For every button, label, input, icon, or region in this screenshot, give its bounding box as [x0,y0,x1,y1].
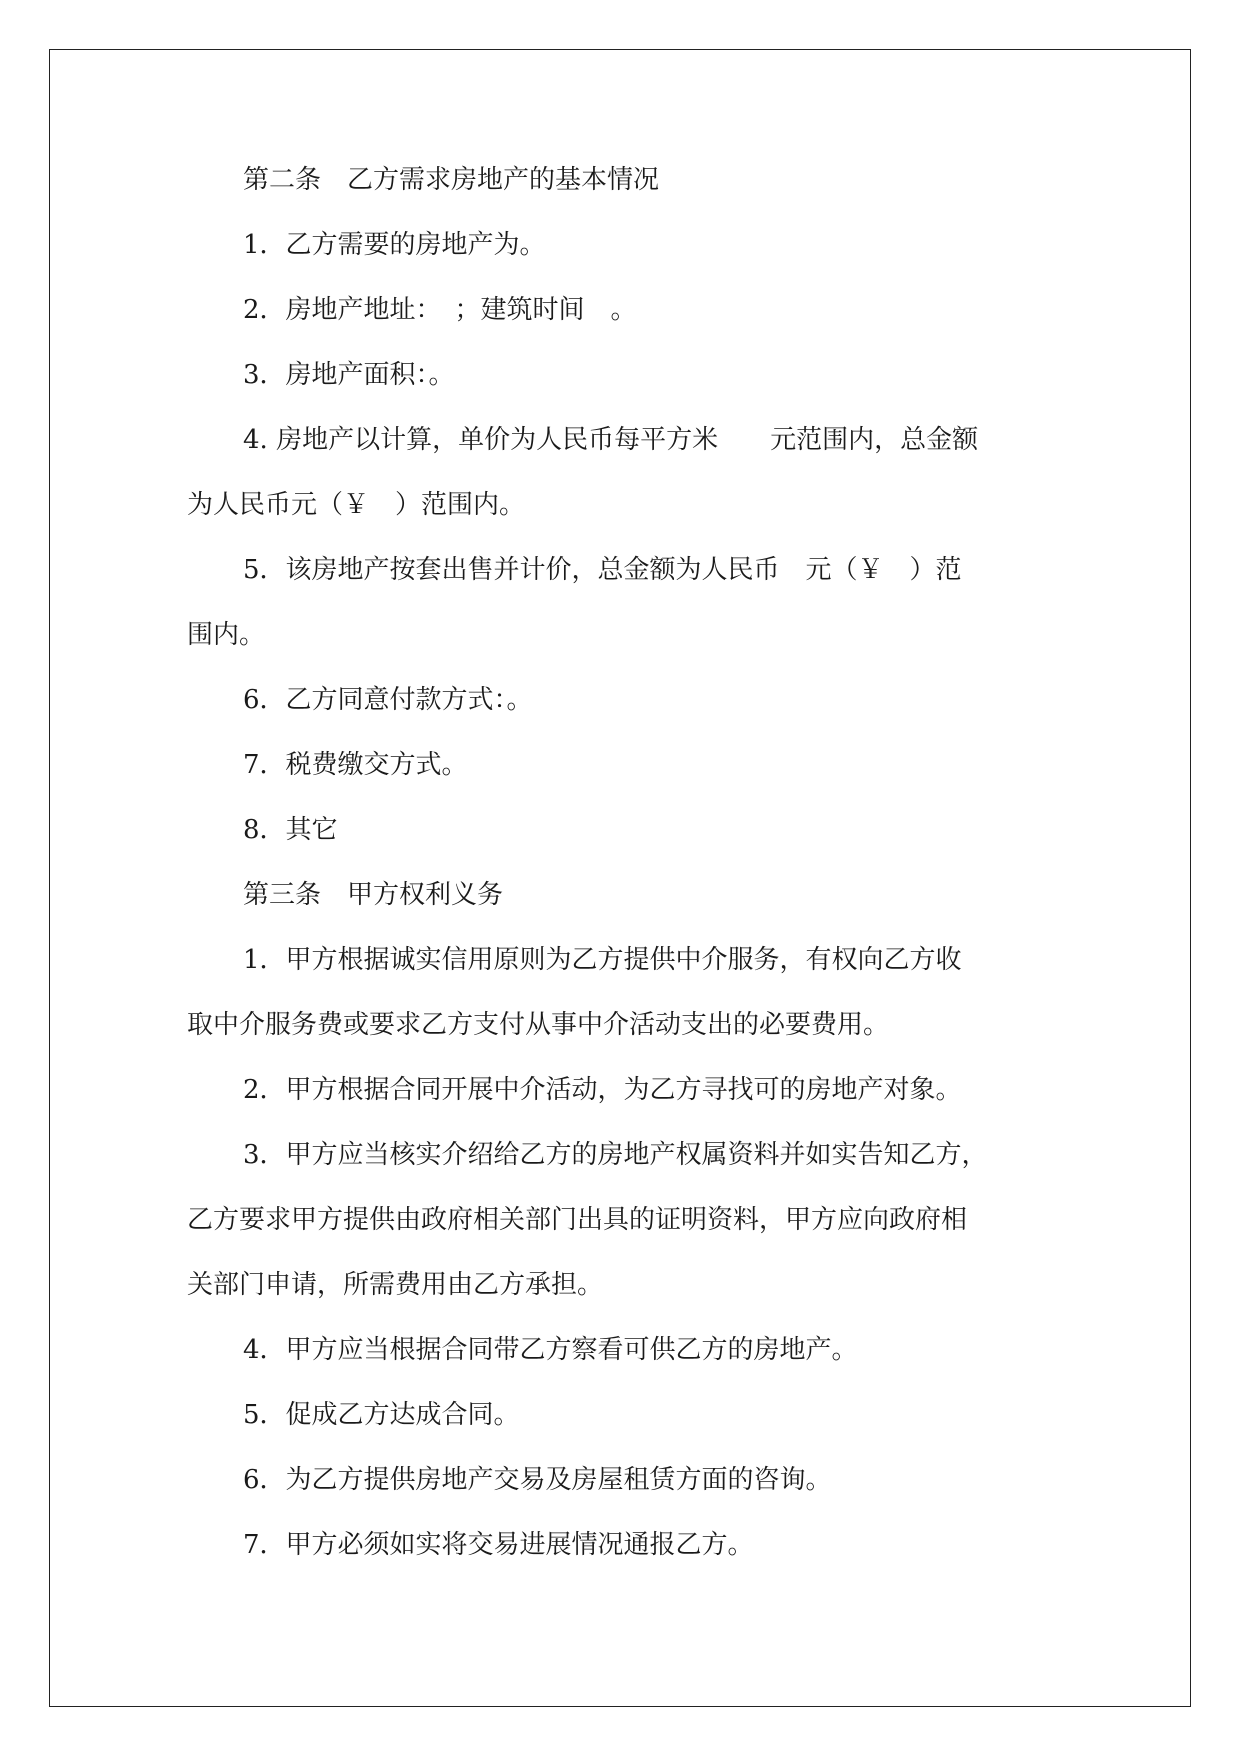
clause-line: 4．甲方应当根据合同带乙方察看可供乙方的房地产。 [243,1335,858,1365]
clause-line: 4. 房地产以计算，单价为人民币每平方米 元范围内，总金额 [243,425,979,455]
clause-line: 6．为乙方提供房地产交易及房屋租赁方面的咨询。 [243,1465,832,1495]
clause-line: 1．乙方需要的房地产为。 [243,230,546,260]
clause-line: 3．房地产面积：。 [243,360,455,390]
document-body [187,148,1067,1578]
clause-line: 8．其它 [243,815,338,845]
article-3-heading: 第三条 甲方权利义务 [243,880,504,910]
clause-line: 3．甲方应当核实介绍给乙方的房地产权属资料并如实告知乙方， [243,1140,988,1170]
clause-line: 2．房地产地址： ；建筑时间 。 [243,295,637,325]
clause-continuation: 为人民币元（￥ ）范围内。 [187,490,526,520]
clause-line: 5．该房地产按套出售并计价，总金额为人民币 元（￥ ）范 [243,555,962,585]
clause-line: 1．甲方根据诚实信用原则为乙方提供中介服务，有权向乙方收 [243,945,962,975]
clause-continuation: 围内。 [187,620,266,650]
clause-line: 7．甲方必须如实将交易进展情况通报乙方。 [243,1530,754,1560]
clause-line: 5．促成乙方达成合同。 [243,1400,520,1430]
article-2-heading: 第二条 乙方需求房地产的基本情况 [243,165,660,195]
clause-line: 2．甲方根据合同开展中介活动，为乙方寻找可的房地产对象。 [243,1075,962,1105]
clause-line: 7．税费缴交方式。 [243,750,468,780]
clause-continuation: 取中介服务费或要求乙方支付从事中介活动支出的必要费用。 [187,1010,890,1040]
clause-line: 6．乙方同意付款方式：。 [243,685,533,715]
clause-continuation: 关部门申请，所需费用由乙方承担。 [187,1270,604,1300]
clause-continuation: 乙方要求甲方提供由政府相关部门出具的证明资料，甲方应向政府相 [187,1205,968,1235]
